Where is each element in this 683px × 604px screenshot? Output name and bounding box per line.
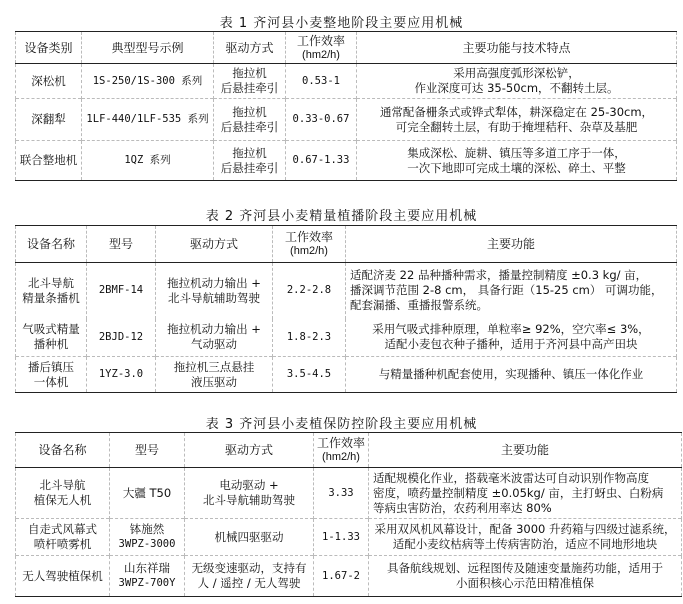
header-drive: 驱动方式 — [185, 433, 314, 468]
header-model: 型号 — [110, 433, 185, 468]
cell-drive: 无级变速驱动，支持有 人 / 遥控 / 无人驾驶 — [185, 556, 314, 597]
header-drive: 驱动方式 — [214, 32, 286, 64]
table-row — [16, 556, 682, 597]
table1-implement-land-prep — [15, 31, 677, 181]
header-name: 设备名称 — [16, 433, 110, 468]
table-row — [16, 64, 677, 99]
table1-caption: 表 1 齐河县小麦整地阶段主要应用机械 — [219, 16, 464, 31]
cell-features: 采用气吸式排种原理，单粒率≥ 92%，空穴率≤ 3%， 适配小麦包衣种子播种，适用于齐河县中高产田块 — [346, 319, 677, 357]
header-features: 主要功能与技术特点 — [357, 32, 677, 64]
table2-implement-sowing — [15, 225, 677, 393]
cell-efficiency: 1.8-2.3 — [273, 319, 346, 357]
cell-name: 自走式风幕式 喷杆喷雾机 — [16, 519, 110, 556]
cell-model: 2BJD-12 — [87, 319, 156, 357]
table3-caption: 表 3 齐河县小麦植保防控阶段主要应用机械 — [205, 417, 478, 432]
cell-drive: 拖拉机动力输出 + 气动驱动 — [156, 319, 273, 357]
cell-category: 联合整地机 — [16, 141, 82, 181]
cell-drive: 电动驱动 + 北斗导航辅助驾驶 — [185, 468, 314, 519]
table-row — [16, 99, 677, 141]
table-row — [16, 519, 682, 556]
table-row — [16, 357, 677, 393]
cell-features: 具备航线规划、远程图传及随速变量施药功能，适用于 小面积核心示范田精准植保 — [369, 556, 682, 597]
cell-features: 通常配备栅条式或铧式犁体，耕深稳定在 25-30cm， 可完全翻转土层，有助于掩埋秸秆、杂草及基肥 — [357, 99, 677, 141]
header-model: 型号 — [87, 226, 156, 263]
cell-category: 深松机 — [16, 64, 82, 99]
cell-features: 采用高强度弧形深松铲， 作业深度可达 35-50cm，不翻转土层。 — [357, 64, 677, 99]
header-features: 主要功能 — [369, 433, 682, 468]
cell-drive: 拖拉机三点悬挂 液压驱动 — [156, 357, 273, 393]
cell-name: 北斗导航 植保无人机 — [16, 468, 110, 519]
cell-model: 1S-250/1S-300 系列 — [82, 64, 214, 99]
header-efficiency: 工作效率 (hm2/h) — [286, 32, 357, 64]
cell-model: 钵施然 3WPZ-3000 — [110, 519, 185, 556]
cell-drive: 拖拉机 后悬挂牵引 — [214, 99, 286, 141]
header-efficiency: 工作效率 (hm2/h) — [314, 433, 369, 468]
table-row — [16, 468, 682, 519]
cell-features: 适配规模化作业，搭载毫米波雷达可自动识别作物高度 密度，喷药量控制精度 ±0.05kg/ 亩，主打蚜虫、白粉病 等病虫害防治，农药利用率达 80% — [369, 468, 682, 519]
cell-efficiency: 0.53-1 — [286, 64, 357, 99]
header-category: 设备类别 — [16, 32, 82, 64]
cell-efficiency: 1.67-2 — [314, 556, 369, 597]
cell-model: 1YZ-3.0 — [87, 357, 156, 393]
cell-efficiency: 1-1.33 — [314, 519, 369, 556]
cell-efficiency: 0.67-1.33 — [286, 141, 357, 181]
header-efficiency: 工作效率 (hm2/h) — [273, 226, 346, 263]
cell-features: 集成深松、旋耕、镇压等多道工序于一体， 一次下地即可完成土壤的深松、碎土、平整 — [357, 141, 677, 181]
table2-caption: 表 2 齐河县小麦精量植播阶段主要应用机械 — [205, 209, 478, 224]
cell-model: 2BMF-14 — [87, 263, 156, 319]
cell-efficiency: 3.33 — [314, 468, 369, 519]
header-name: 设备名称 — [16, 226, 87, 263]
cell-name: 播后镇压 一体机 — [16, 357, 87, 393]
cell-features: 采用双风机风幕设计，配备 3000 升药箱与四级过滤系统， 适配小麦纹枯病等土传病害防治，适应不同地形地块 — [369, 519, 682, 556]
header-features: 主要功能 — [346, 226, 677, 263]
table1-header-row — [16, 32, 677, 64]
cell-model: 山东祥瑞 3WPZ-700Y — [110, 556, 185, 597]
cell-model: 大疆 T50 — [110, 468, 185, 519]
cell-drive: 拖拉机 后悬挂牵引 — [214, 64, 286, 99]
cell-efficiency: 2.2-2.8 — [273, 263, 346, 319]
header-model: 典型型号示例 — [82, 32, 214, 64]
table-row — [16, 263, 677, 319]
table-row — [16, 319, 677, 357]
cell-name: 气吸式精量 播种机 — [16, 319, 87, 357]
table-row — [16, 141, 677, 181]
cell-drive: 拖拉机动力输出 + 北斗导航辅助驾驶 — [156, 263, 273, 319]
table2-header-row — [16, 226, 677, 263]
cell-model: 1QZ 系列 — [82, 141, 214, 181]
cell-name: 北斗导航 精量条播机 — [16, 263, 87, 319]
cell-name: 无人驾驶植保机 — [16, 556, 110, 597]
cell-model: 1LF-440/1LF-535 系列 — [82, 99, 214, 141]
cell-efficiency: 0.33-0.67 — [286, 99, 357, 141]
cell-features: 适配济麦 22 品种播种需求，播量控制精度 ±0.3 kg/ 亩， 播深调节范围 2-8 cm， 具备行距（15-25 cm） 可调功能， 配套漏播、重播报警系统。 — [346, 263, 677, 319]
table3-implement-plant-protection — [15, 432, 682, 597]
cell-efficiency: 3.5-4.5 — [273, 357, 346, 393]
cell-drive: 拖拉机 后悬挂牵引 — [214, 141, 286, 181]
table3-header-row — [16, 433, 682, 468]
cell-category: 深翻犁 — [16, 99, 82, 141]
cell-features: 与精量播种机配套使用，实现播种、镇压一体化作业 — [346, 357, 677, 393]
header-drive: 驱动方式 — [156, 226, 273, 263]
cell-drive: 机械四驱驱动 — [185, 519, 314, 556]
